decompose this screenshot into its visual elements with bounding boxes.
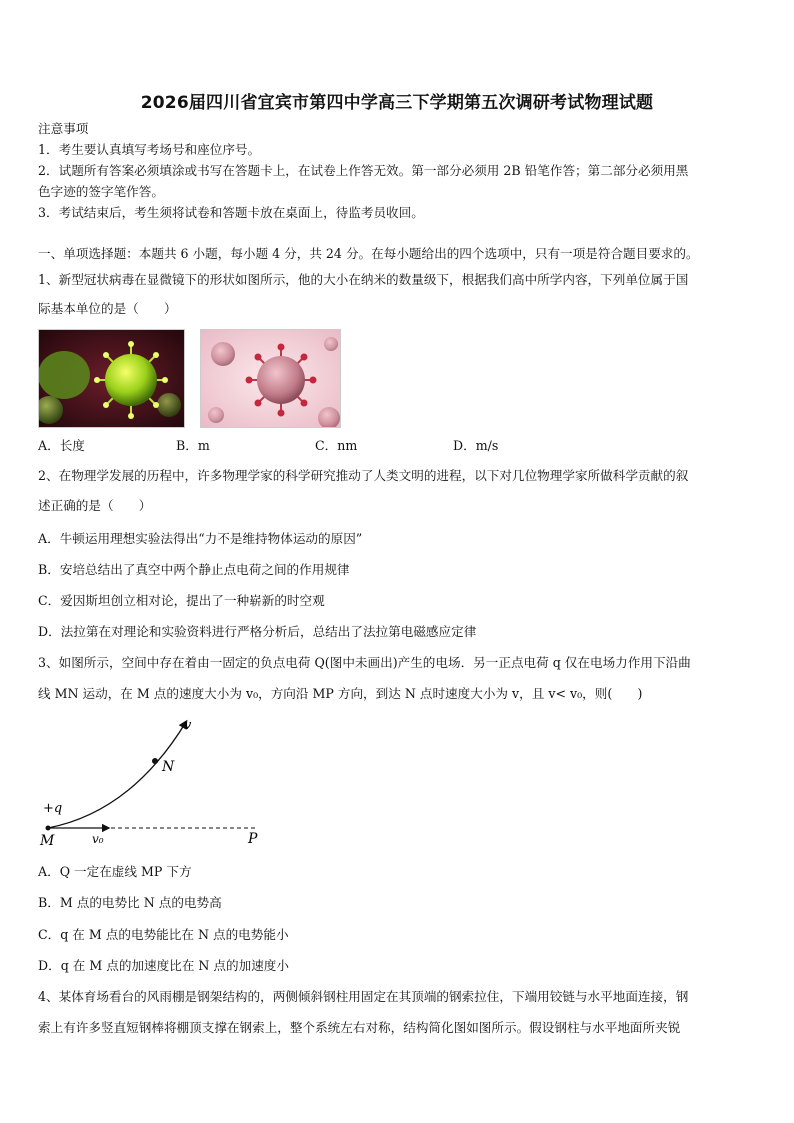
point-m — [46, 826, 51, 831]
q2-stem: 2、在物理学发展的历程中，许多物理学家的科学研究推动了人类文明的进程，以下对几位物理学家所做科学贡献的叙 — [38, 468, 689, 483]
q1-stem: 1、新型冠状病毒在显微镜下的形状如图所示，他的大小在纳米的数量级下，根据我们高中所学内容，下列单位属于国 — [38, 272, 689, 287]
label-m: M — [40, 833, 55, 849]
label-q: +q — [43, 801, 63, 816]
section-heading: 一、单项选择题：本题共 6 小题，每小题 4 分，共 24 分。在每小题给出的四个选项中，只有一项是符合题目要求的。 — [38, 246, 699, 261]
q1-option-b: B．m — [176, 438, 210, 453]
label-n: N — [162, 759, 175, 775]
trajectory-curve — [48, 722, 186, 828]
q3-option-b: B．M 点的电势比 N 点的电势高 — [38, 895, 222, 910]
q2-option-d: D．法拉第在对理论和实验资料进行严格分析后，总结出了法拉第电磁感应定律 — [38, 624, 477, 639]
q1-option-d: D．m/s — [453, 438, 499, 453]
q3-option-a: A．Q 一定在虚线 MP 下方 — [38, 864, 192, 879]
q3-stem: 线 MN 运动，在 M 点的速度大小为 v₀，方向沿 MP 方向，到达 N 点时速度大小为 v，且 v< v₀，则( ) — [38, 686, 643, 701]
q2-option-c: C．爱因斯坦创立相对论，提出了一种崭新的时空观 — [38, 593, 325, 608]
notice-item: 3．考试结束后，考生须将试卷和答题卡放在桌面上，待监考员收回。 — [38, 205, 424, 220]
virus-image-red — [200, 329, 341, 428]
label-v: v — [184, 718, 192, 733]
notice-item: 2．试题所有答案必须填涂或书写在答题卡上，在试卷上作答无效。第一部分必须用 2B 铅笔作答；第二部分必须用黑 — [38, 163, 689, 178]
page-title: 2026届四川省宜宾市第四中学高三下学期第五次调研考试物理试题 — [140, 93, 654, 113]
q4-stem: 4、某体育场看台的风雨棚是钢架结构的，两侧倾斜钢柱用固定在其顶端的钢索拉住，下端用铰链与水平地面连接，钢 — [38, 989, 689, 1004]
q3-option-c: C．q 在 M 点的电势能比在 N 点的电势能小 — [38, 927, 289, 942]
q1-option-a: A．长度 — [38, 438, 85, 453]
q3-figure — [36, 712, 276, 856]
notice-item: 色字迹的签字笔作答。 — [38, 184, 164, 199]
notice-heading: 注意事项 — [38, 121, 89, 136]
q1-stem: 际基本单位的是（ ） — [38, 301, 177, 316]
q2-option-a: A．牛顿运用理想实验法得出“力不是维持物体运动的原因” — [38, 531, 363, 546]
q2-option-b: B．安培总结出了真空中两个静止点电荷之间的作用规律 — [38, 562, 350, 577]
q3-stem: 3、如图所示，空间中存在着由一固定的负点电荷 Q(图中未画出)产生的电场．另一正点电荷 q 仅在电场力作用下沿曲 — [38, 655, 691, 670]
label-v0: v₀ — [92, 832, 104, 846]
virus-image-green — [38, 329, 185, 428]
q1-option-c: C．nm — [315, 438, 358, 453]
q4-stem: 索上有许多竖直短钢棒将棚顶支撑在钢索上，整个系统左右对称，结构简化图如图所示。假设钢柱与水平地面所夹锐 — [38, 1020, 681, 1035]
q3-option-d: D．q 在 M 点的加速度比在 N 点的加速度小 — [38, 958, 289, 973]
notice-item: 1．考生要认真填写考场号和座位序号。 — [38, 142, 261, 157]
point-n — [152, 758, 158, 764]
q2-stem: 述正确的是（ ） — [38, 498, 152, 513]
label-p: P — [248, 831, 258, 847]
